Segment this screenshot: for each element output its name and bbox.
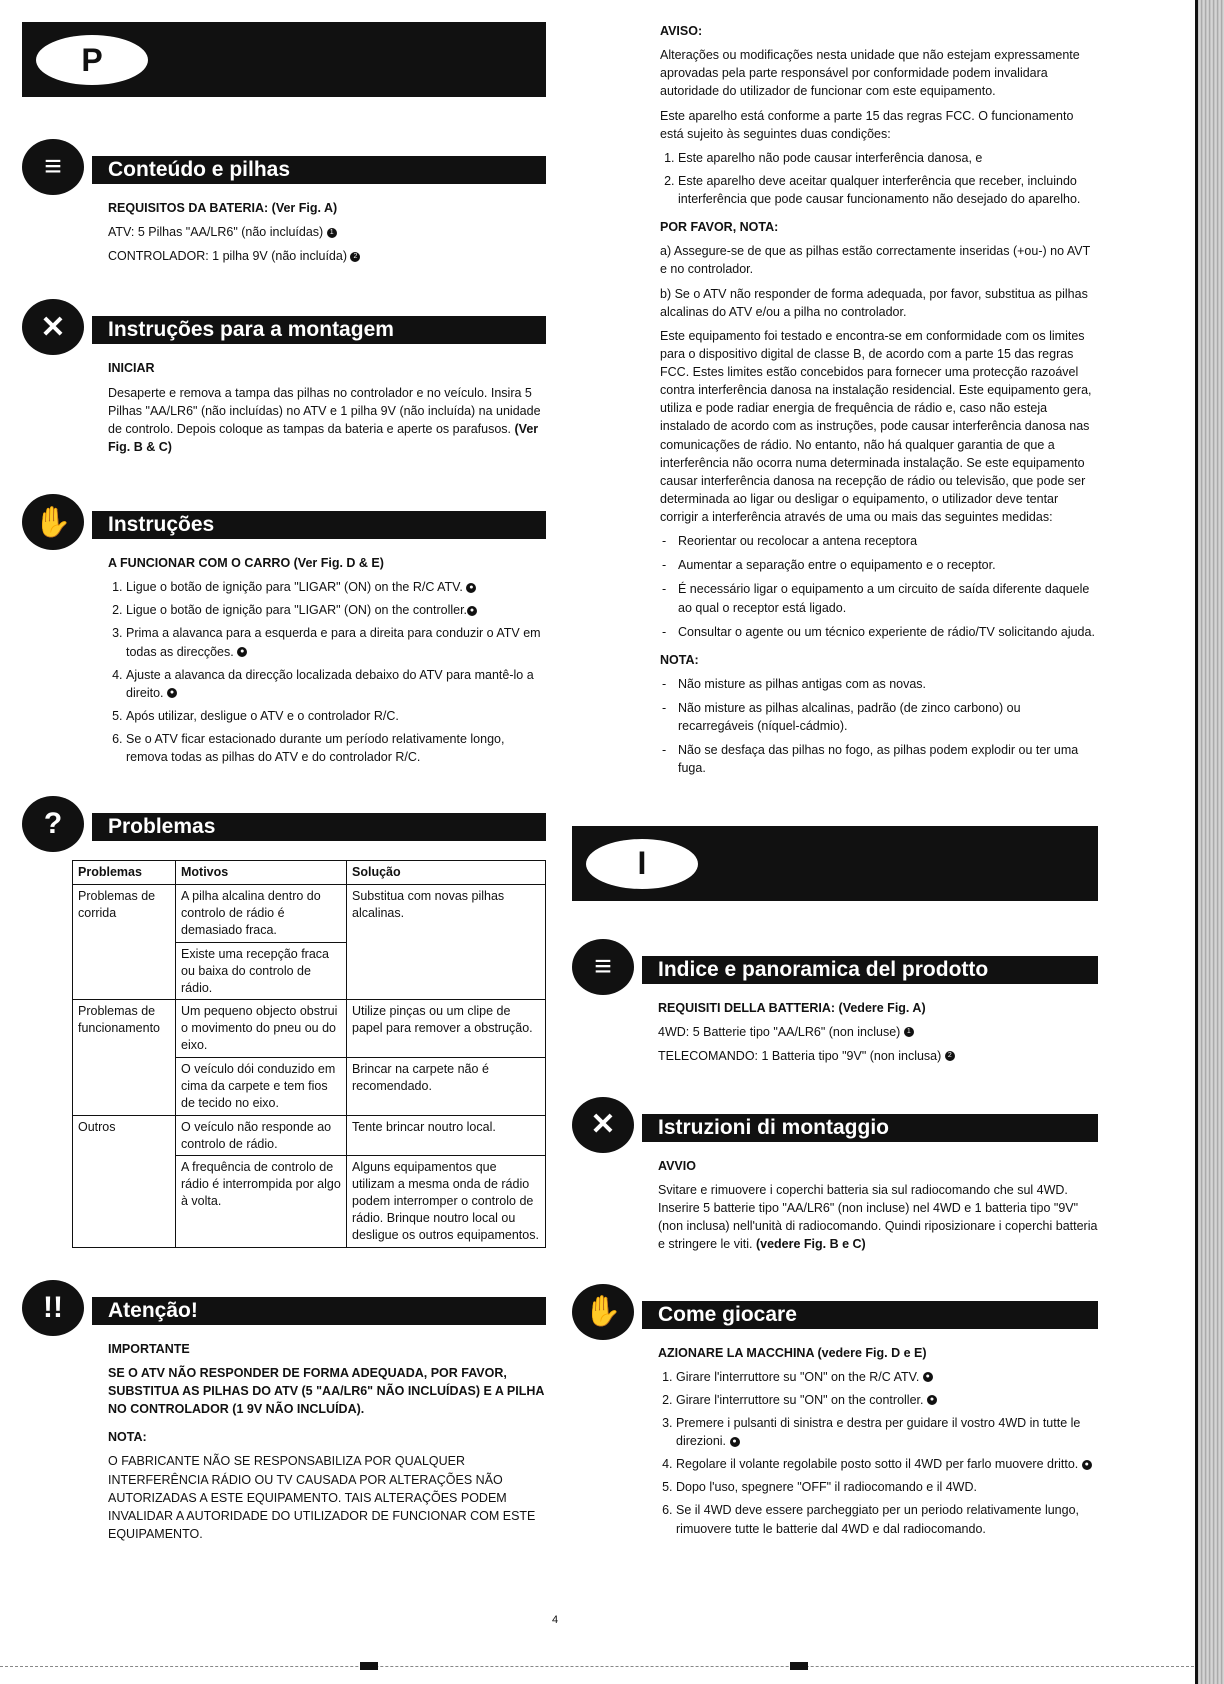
table-row: O veículo dói conduzido em cima da carpete e tem fios de tecido no eixo. Brincar na carpete não é recomendado.: [73, 1058, 546, 1116]
note-label: NOTA:: [660, 652, 699, 667]
measures-list: [660, 532, 1098, 641]
conditions-list: [660, 149, 1098, 208]
section-title: Instruções para a montagem: [92, 316, 546, 344]
section-instructions-body: [108, 554, 546, 766]
section-title: Istruzioni di montaggio: [642, 1114, 1098, 1142]
list-item: 2. Ligue o botão de ignição para "LIGAR" (ON) on the controller. ●: [126, 601, 546, 619]
exclamation-icon: !!: [22, 1280, 84, 1336]
list-item: 6. Se il 4WD deve essere parcheggiato per un periodo relativamente lungo, rimuovere tutte le batterie dal 4WD e dal radiocomando.: [676, 1501, 1098, 1537]
marker-2-icon: 2: [350, 252, 360, 262]
notes-list: [660, 675, 1098, 778]
notice-label: AVISO:: [660, 24, 703, 38]
paragraph: Alterações ou modificações nesta unidade que não estejam expressamente aprovadas pela parte responsável por conformidade podem invalidara autoridade do utilizador de funcionar com este equipamento.: [660, 48, 1080, 99]
marker-icon: ●: [730, 1437, 740, 1447]
list-item: 4. Regolare il volante regolabile posto sotto il 4WD per farlo muovere dritto. ●: [676, 1455, 1098, 1473]
tools-icon: ✕: [572, 1097, 634, 1153]
page-number: 4: [552, 1614, 559, 1626]
marker-icon: ●: [167, 688, 177, 698]
problems-table: [72, 860, 546, 1248]
table-row: Existe uma recepção fraca ou baixa do controlo de rádio.: [73, 942, 546, 1000]
section-title: Come giocare: [642, 1301, 1098, 1329]
paragraph: Este equipamento foi testado e encontra-se em conformidade com os limites para o dispositivo digital de classe B, de acordo com a parte 15 das regras FCC. Estes limites estão concebidos para fornecer uma protecção razoável contra interferência danosa na instalação residencial. Este equipamento gera, utiliza e pode radiar energia de frequência de rádio e, caso não esteja instalado de acordo com as instruções, pode causar interferência danosa nas comunicações de rádio. No entanto, não há qualquer garantia de que a interferência não ocorra numa determinada instalação. Se este equipamento causar interferência danosa na recepção de rádio ou televisão, que pode ser determinada ao ligar ou desligar o equipamento, o utilizador deve tentar corrigir a interferência através de uma ou mais das seguintes medidas:: [660, 328, 1092, 524]
language-badge-letter: I: [586, 839, 698, 889]
section-title: Indice e panoramica del prodotto: [642, 956, 1098, 984]
list-item: 1. Este aparelho não pode causar interferência danosa, e: [678, 149, 1098, 167]
list-item: 5. Dopo l'uso, spegnere "OFF" il radiocomando e il 4WD.: [676, 1478, 1098, 1496]
table-row: Problemas de corrida A pilha alcalina dentro do controlo de rádio é demasiado fraca. Substitua com novas pilhas alcalinas.: [73, 885, 546, 943]
section-assembly-header: [22, 305, 546, 349]
section-subtitle: A FUNCIONAR COM O CARRO (Ver Fig. D & E): [108, 556, 384, 570]
paragraph: O FABRICANTE NÃO SE RESPONSABILIZA POR QUALQUER INTERFERÊNCIA RÁDIO OU TV CAUSADA POR ALTERAÇÕES NÃO AUTORIZADAS A ESTE EQUIPAMENTO. TAIS ALTERAÇÕES PODEM INVALIDAR A AUTORIDADE DO UTILIZADOR DE FUNCIONAR COM ESTE EQUIPAMENTO.: [108, 1454, 536, 1541]
section-play-body: [658, 1344, 1098, 1538]
list-item: - Consultar o agente ou um técnico experiente de rádio/TV solicitando ajuda.: [678, 623, 1098, 641]
note-label: POR FAVOR, NOTA:: [660, 220, 779, 235]
list-item: 4. Ajuste a alavanca da direcção localizada debaixo do ATV para mantê-lo a direito. ●: [126, 666, 546, 702]
language-badge-p: [22, 22, 546, 97]
marker-icon: ●: [1082, 1460, 1092, 1470]
marker-1-icon: 1: [904, 1027, 914, 1037]
battery-line: CONTROLADOR: 1 pilha 9V (não incluída) 2: [108, 247, 546, 265]
section-problems-header: [22, 802, 546, 846]
list-item: 6. Se o ATV ficar estacionado durante um período relativamente longo, remova todas as pilhas do ATV e do controlador R/C.: [126, 730, 546, 766]
steps-list: [108, 578, 546, 766]
section-subtitle: REQUISITOS DA BATERIA: (Ver Fig. A): [108, 201, 338, 215]
fcc-notice: [660, 22, 1098, 778]
bottom-rule: [0, 1666, 1194, 1668]
document-list-icon: ≡: [22, 139, 84, 195]
list-item: - Reorientar ou recolocar a antena receptora: [678, 532, 1098, 550]
marker-2-icon: 2: [945, 1051, 955, 1061]
paragraph: Svitare e rimuovere i coperchi batteria sia sul radiocomando che sul 4WD. Inserire 5 batterie tipo "AA/LR6" (non incluse) nel 4WD e 1 batteria tipo "9V" (non inclusa) nell'unità di radiocomando. Quindi riposizionare i coperchi batteria e stringere le viti. (vedere Fig. B e C): [658, 1183, 1098, 1252]
language-badge-i: [572, 826, 1098, 901]
hands-icon: ✋: [572, 1284, 634, 1340]
paragraph: a) Assegure-se de que as pilhas estão correctamente inseridas (+ou-) no AVT e no controlador.: [660, 244, 1090, 277]
tools-icon: ✕: [22, 299, 84, 355]
section-subtitle: AVVIO: [658, 1158, 696, 1173]
section-warning-header: [22, 1286, 546, 1330]
marker-icon: ●: [927, 1395, 937, 1405]
table-row: A frequência de controlo de rádio é interrompida por algo à volta. Alguns equipamentos que utilizam a mesma onda de rádio podem interromper o controlo de rádio. Brinque noutro local ou desligue os outros equipamentos.: [73, 1156, 546, 1247]
battery-line: 4WD: 5 Batterie tipo "AA/LR6" (non incluse) 1: [658, 1023, 1098, 1041]
marker-1-icon: 1: [327, 228, 337, 238]
section-title: Instruções: [92, 511, 546, 539]
list-item: 3. Premere i pulsanti di sinistra e destra per guidare il vostro 4WD in tutte le direzioni. ●: [676, 1414, 1098, 1450]
question-icon: ?: [22, 796, 84, 852]
left-column: [22, 22, 546, 1549]
paragraph: b) Se o ATV não responder de forma adequada, por favor, substitua as pilhas alcalinas do ATV e/ou a pilha no controlador.: [660, 286, 1088, 319]
section-title: Atenção!: [92, 1297, 546, 1325]
table-row: Problemas de funcionamento Um pequeno objecto obstrui o movimento do pneu ou do eixo. Utilize pinças ou um clipe de papel para remover a obstrução.: [73, 1000, 546, 1058]
section-index-header: [572, 945, 1098, 989]
warning-text: SE O ATV NÃO RESPONDER DE FORMA ADEQUADA, POR FAVOR, SUBSTITUA AS PILHAS DO ATV (5 "AA/LR6" NÃO INCLUÍDAS) E A PILHA NO CONTROLADOR (1 9V NÃO INCLUÍDA).: [108, 1365, 544, 1417]
section-instructions-header: [22, 500, 546, 544]
language-badge-letter: P: [36, 35, 148, 85]
section-contents-header: [22, 145, 546, 189]
section-subtitle: INICIAR: [108, 361, 155, 376]
section-title: Conteúdo e pilhas: [92, 156, 546, 184]
list-item: - É necessário ligar o equipamento a um circuito de saída diferente daquele ao qual o receptor está ligado.: [678, 580, 1098, 616]
hands-icon: ✋: [22, 494, 84, 550]
list-item: 5. Após utilizar, desligue o ATV e o controlador R/C.: [126, 707, 546, 725]
section-assembly-it-header: [572, 1103, 1098, 1147]
section-subtitle: IMPORTANTE: [108, 1341, 190, 1356]
paragraph: Desaperte e remova a tampa das pilhas no controlador e no veículo. Insira 5 Pilhas "AA/LR6" (não incluídas) no ATV e 1 pilha 9V (não incluída) na unidade de controlo. Depois coloque as tampas da bateria e aperte os parafusos. (Ver Fig. B & C): [108, 385, 541, 454]
battery-line: ATV: 5 Pilhas "AA/LR6" (não incluídas) 1: [108, 223, 546, 241]
page-edge-texture: [1198, 0, 1224, 1684]
list-item: - Não se desfaça das pilhas no fogo, as pilhas podem explodir ou ter uma fuga.: [678, 741, 1098, 777]
section-title: Problemas: [92, 813, 546, 841]
section-subtitle: AZIONARE LA MACCHINA (vedere Fig. D e E): [658, 1345, 927, 1360]
table-header-row: Problemas Motivos Solução: [73, 861, 546, 885]
section-subtitle: REQUISITI DELLA BATTERIA: (Vedere Fig. A): [658, 1000, 926, 1015]
right-column: [572, 22, 1098, 1543]
list-item: 3. Prima a alavanca para a esquerda e para a direita para conduzir o ATV em todas as direcções. ●: [126, 624, 546, 660]
table-row: Outros O veículo não responde ao controlo de rádio. Tente brincar noutro local.: [73, 1115, 546, 1156]
list-item: 1. Ligue o botão de ignição para "LIGAR" (ON) on the R/C ATV. ●: [126, 578, 546, 596]
section-assembly-it-body: [658, 1157, 1098, 1254]
paragraph: Este aparelho está conforme a parte 15 das regras FCC. O funcionamento está sujeito às seguintes duas condições:: [660, 108, 1074, 141]
list-item: 1. Girare l'interruttore su "ON" on the R/C ATV. ●: [676, 1368, 1098, 1386]
registration-mark: [360, 1662, 378, 1670]
battery-line: TELECOMANDO: 1 Batteria tipo "9V" (non inclusa) 2: [658, 1047, 1098, 1065]
marker-icon: ●: [923, 1372, 933, 1382]
registration-mark: [790, 1662, 808, 1670]
section-index-body: [658, 999, 1098, 1065]
list-item: - Não misture as pilhas antigas com as novas.: [678, 675, 1098, 693]
section-warning-body: [108, 1340, 546, 1543]
note-label: NOTA:: [108, 1430, 147, 1445]
document-list-icon: ≡: [572, 939, 634, 995]
marker-icon: ●: [237, 647, 247, 657]
section-assembly-body: [108, 359, 546, 456]
list-item: - Não misture as pilhas alcalinas, padrão (de zinco carbono) ou recarregáveis (níquel-cádmio).: [678, 699, 1098, 735]
list-item: 2. Este aparelho deve aceitar qualquer interferência que receber, incluindo interferência que pode causar funcionamento não desejado do aparelho.: [678, 172, 1098, 208]
section-contents-body: [108, 199, 546, 265]
marker-icon: ●: [466, 583, 476, 593]
list-item: - Aumentar a separação entre o equipamento e o receptor.: [678, 556, 1098, 574]
marker-icon: ●: [467, 606, 477, 616]
list-item: 2. Girare l'interruttore su "ON" on the controller. ●: [676, 1391, 1098, 1409]
section-play-header: [572, 1290, 1098, 1334]
steps-list: [658, 1368, 1098, 1538]
